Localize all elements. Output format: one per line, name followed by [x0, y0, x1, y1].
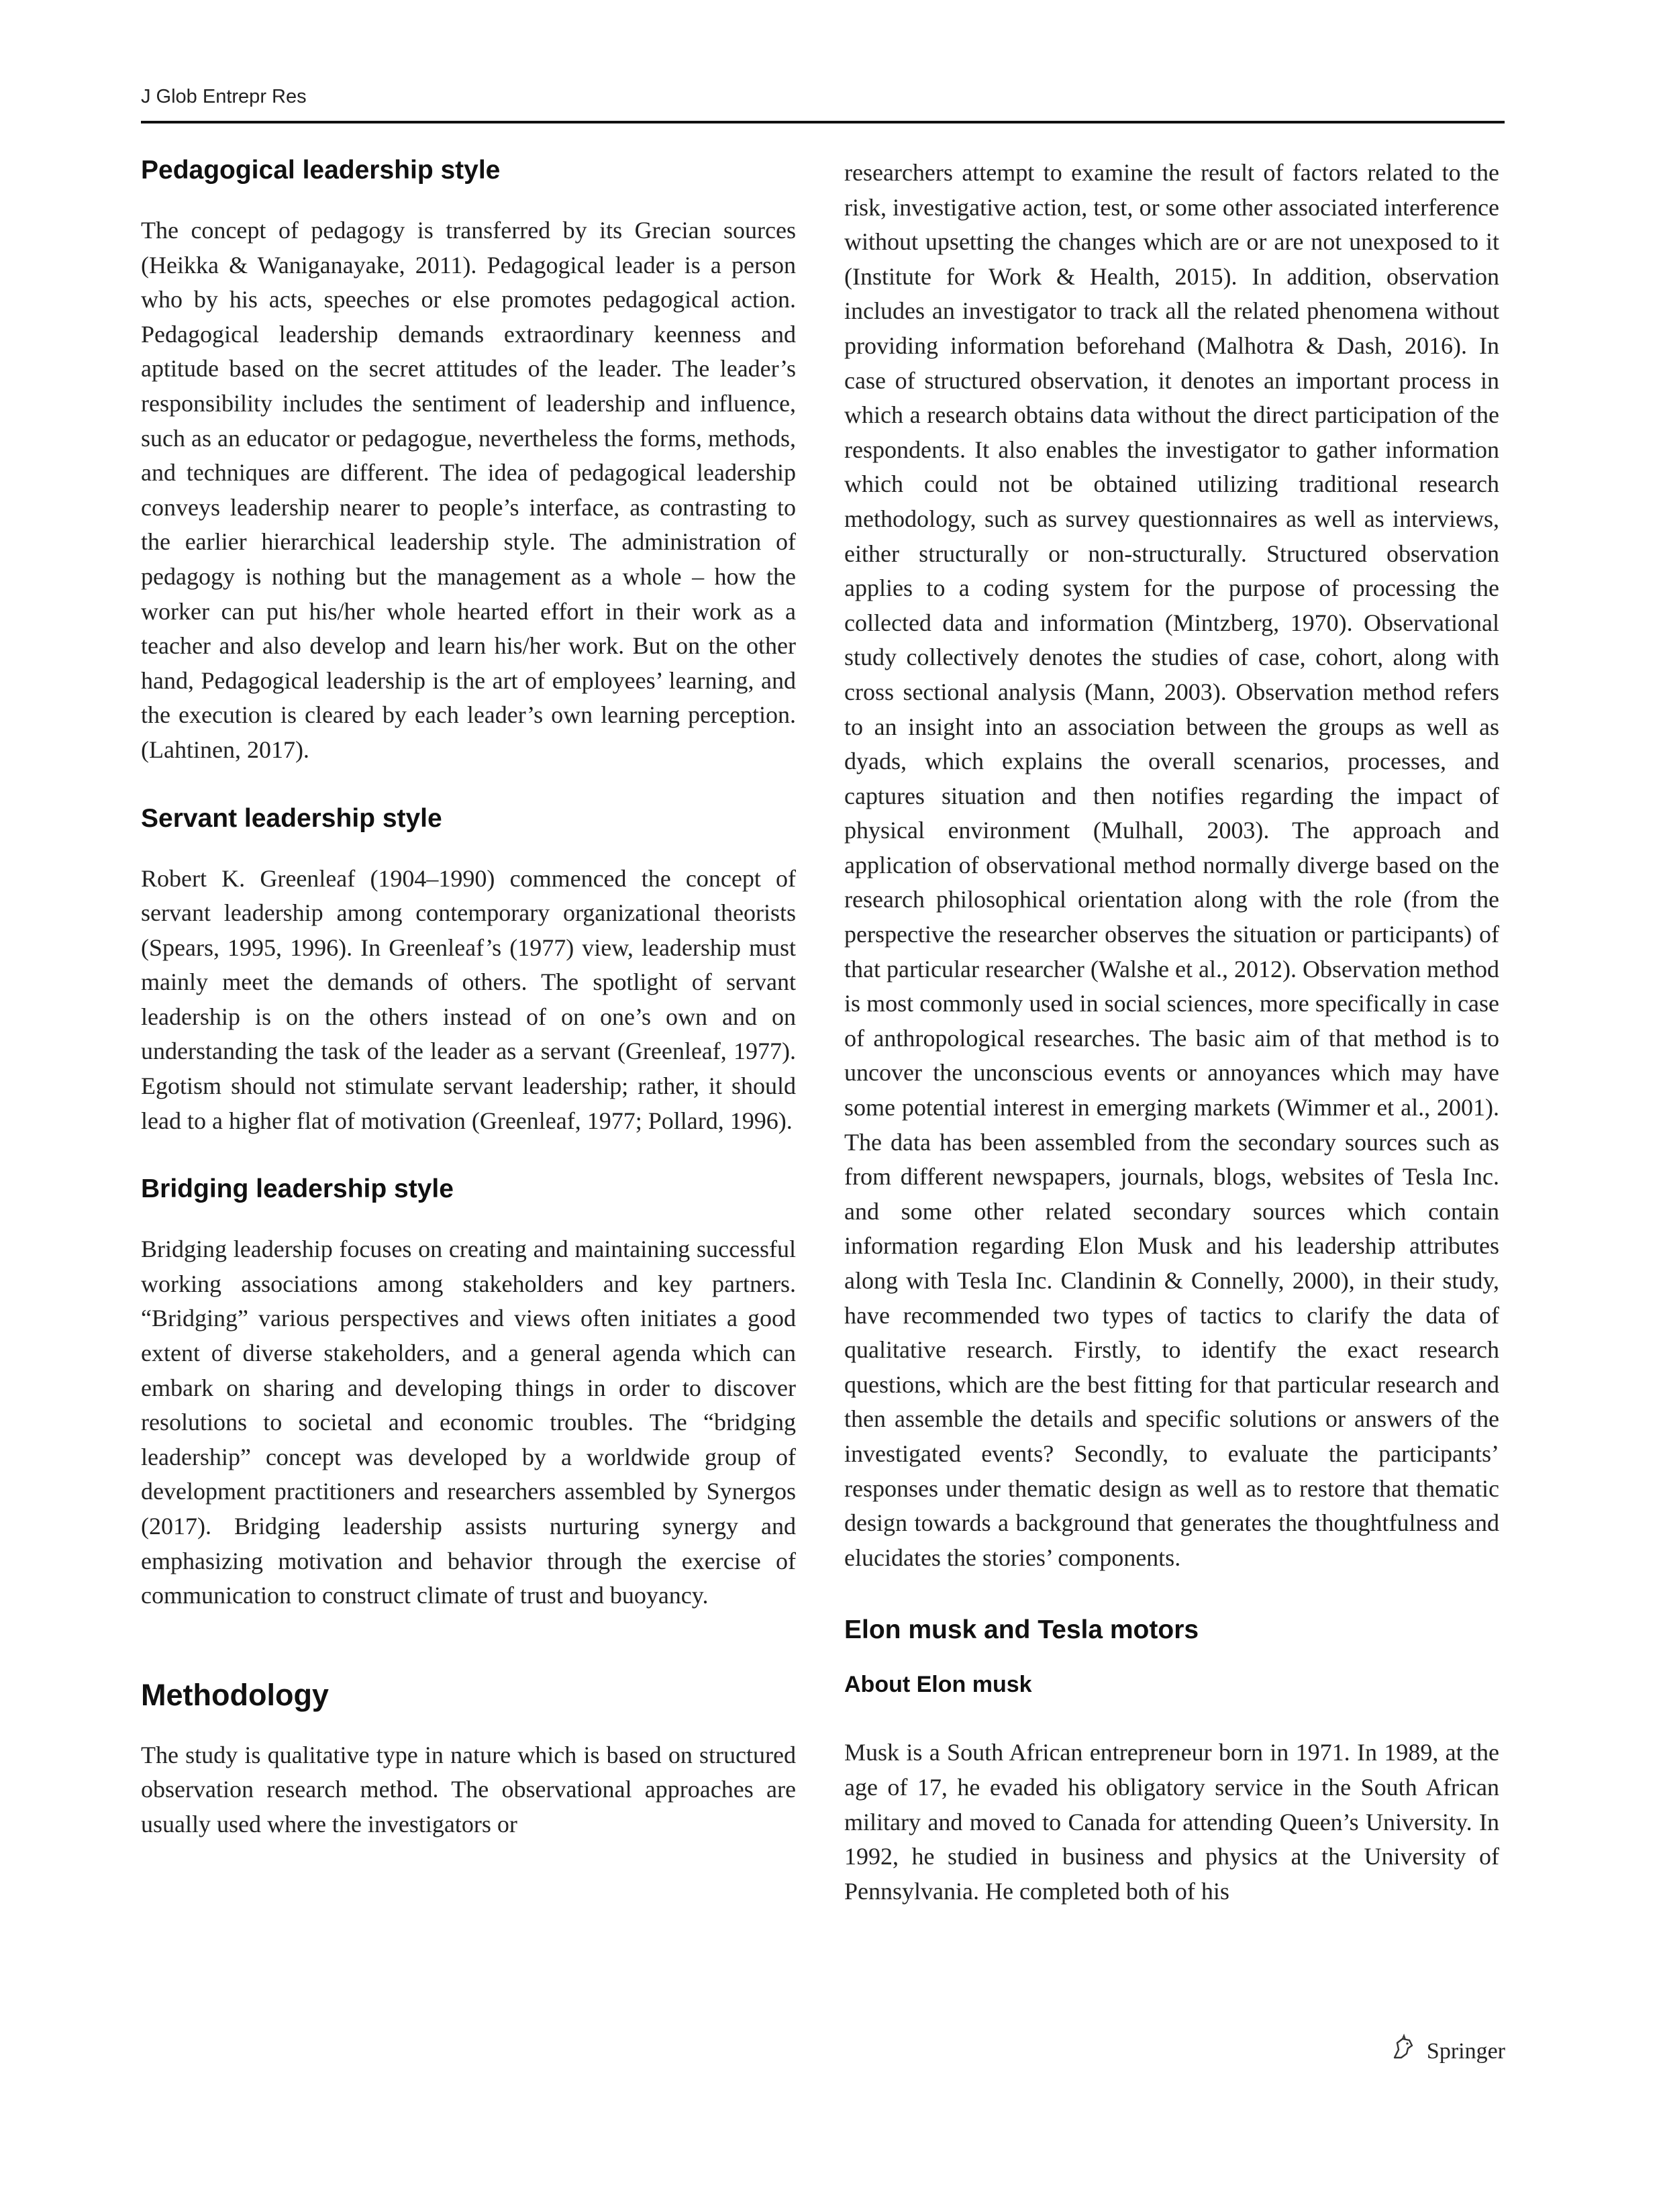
- right-column: [844, 153, 1499, 1909]
- paragraph-methodology-continued: researchers attempt to examine the result of factors related to the risk, investigative action, test, or some other associated interference without upsetting the changes which are or are not unexposed to it (Institute for Work & Health, 2015). In addition, observation includes an investigator to track all the related phenomena without providing information beforehand (Malhotra & Dash, 2016). In case of structured observation, it denotes an important process in which a research obtains data without the direct participation of the respondents. It also enables the investigator to gather information which could not be obtained utilizing traditional research methodology, such as survey questionnaires as well as interviews, either structurally or non-structurally. Structured observation applies to a coding system for the purpose of processing the collected data and information (Mintzberg, 1970). Observational study collectively denotes the studies of case, cohort, along with cross sectional analysis (Mann, 2003). Observation method refers to an insight into an association between the groups as well as dyads, which explains the overall scenarios, processes, and captures situation and then notifies regarding the impact of physical environment (Mulhall, 2003). The approach and application of observational method normally diverge based on the research philosophical orientation along with the role (from the perspective the researcher observes the situation or participants) of that particular researcher (Walshe et al., 2012). Observation method is most commonly used in social sciences, more specifically in case of anthropological researches. The basic aim of that method is to uncover the unconscious events or annoyances which may have some potential interest in emerging markets (Wimmer et al., 2001). The data has been assembled from the secondary sources such as from different newspapers, journals, blogs, websites of Tesla Inc. and some other related secondary sources which contain information regarding Elon Musk and his leadership attributes along with Tesla Inc. Clandinin & Connelly, 2000), in their study, have recommended two types of tactics to clarify the data of qualitative research. Firstly, to identify the exact research questions, which are the best fitting for that particular research and then assemble the details and specific solutions or answers of the investigated events? Secondly, to evaluate the participants’ responses under thematic design as well as to restore that thematic design towards a background that generates the thoughtfulness and elucidates the stories’ components.: [844, 159, 1499, 1571]
- paragraph-servant: Robert K. Greenleaf (1904–1990) commenced the concept of servant leadership among contemporary organizational theorists (Spears, 1995, 1996). In Greenleaf’s (1977) view, leadership must mainly meet the demands of others. The spotlight of servant leadership is on the others instead of on one’s own and on understanding the task of the leader as a servant (Greenleaf, 1977). Egotism should not stimulate servant leadership; rather, it should lead to a higher flat of motivation (Greenleaf, 1977; Pollard, 1996).: [141, 864, 796, 1134]
- subsection-heading-about-elon: About Elon musk: [844, 1672, 1032, 1698]
- section-heading-servant: Servant leadership style: [141, 803, 442, 833]
- section-heading-bridging: Bridging leadership style: [141, 1174, 454, 1204]
- publisher-name: Springer: [1426, 2038, 1505, 2064]
- paragraph-methodology: The study is qualitative type in nature which is based on structured observation research method. The observational approaches are usually used where the investigators or: [141, 1741, 796, 1838]
- paragraph-about-elon: Musk is a South African entrepreneur born in 1971. In 1989, at the age of 17, he evaded his obligatory service in the South African military and moved to Canada for attending Queen’s University. In 1992, he studied in business and physics at the University of Pennsylvania. He completed both of his: [844, 1739, 1499, 1905]
- paragraph-pedagogical: The concept of pedagogy is transferred by its Grecian sources (Heikka & Waniganayake, 2011). Pedagogical leader is a person who by his acts, speeches or else promotes pedagogical action. Pedagogical leadership demands extraordinary keenness and aptitude based on the secret attitudes of the leader. The leader’s responsibility includes the sentiment of leadership and influence, such as an educator or pedagogue, nevertheless the forms, methods, and techniques are different. The idea of pedagogical leadership conveys leadership nearer to people’s interface, as contrasting to the earlier hierarchical leadership style. The administration of pedagogy is nothing but the management as a whole – how the worker can put his/her whole hearted effort in their work as a teacher and also develop and learn his/her work. But on the other hand, Pedagogical leadership is the art of employees’ learning, and the execution is cleared by each leader’s own learning perception. (Lahtinen, 2017).: [141, 217, 796, 763]
- section-heading-elon-tesla: Elon musk and Tesla motors: [844, 1615, 1199, 1645]
- publisher-footer: [1389, 2033, 1505, 2069]
- section-heading-methodology: Methodology: [141, 1677, 329, 1712]
- section-heading-pedagogical: Pedagogical leadership style: [141, 156, 501, 185]
- header-rule: [141, 121, 1505, 123]
- left-column: [141, 153, 796, 1842]
- paragraph-bridging: Bridging leadership focuses on creating and maintaining successful working associations among stakeholders and key partners. “Bridging” various perspectives and views often initiates a good extent of diverse stakeholders, and a general agenda which can embark on sharing and developing things in order to discover resolutions to societal and economic troubles. The “bridging leadership” concept was developed by a worldwide group of development practitioners and researchers assembled by Synergos (2017). Bridging leadership assists nurturing synergy and emphasizing motivation and behavior through the exercise of communication to construct climate of trust and buoyancy.: [141, 1236, 796, 1609]
- springer-horse-icon: [1389, 2033, 1419, 2069]
- running-header: J Glob Entrepr Res: [141, 86, 307, 107]
